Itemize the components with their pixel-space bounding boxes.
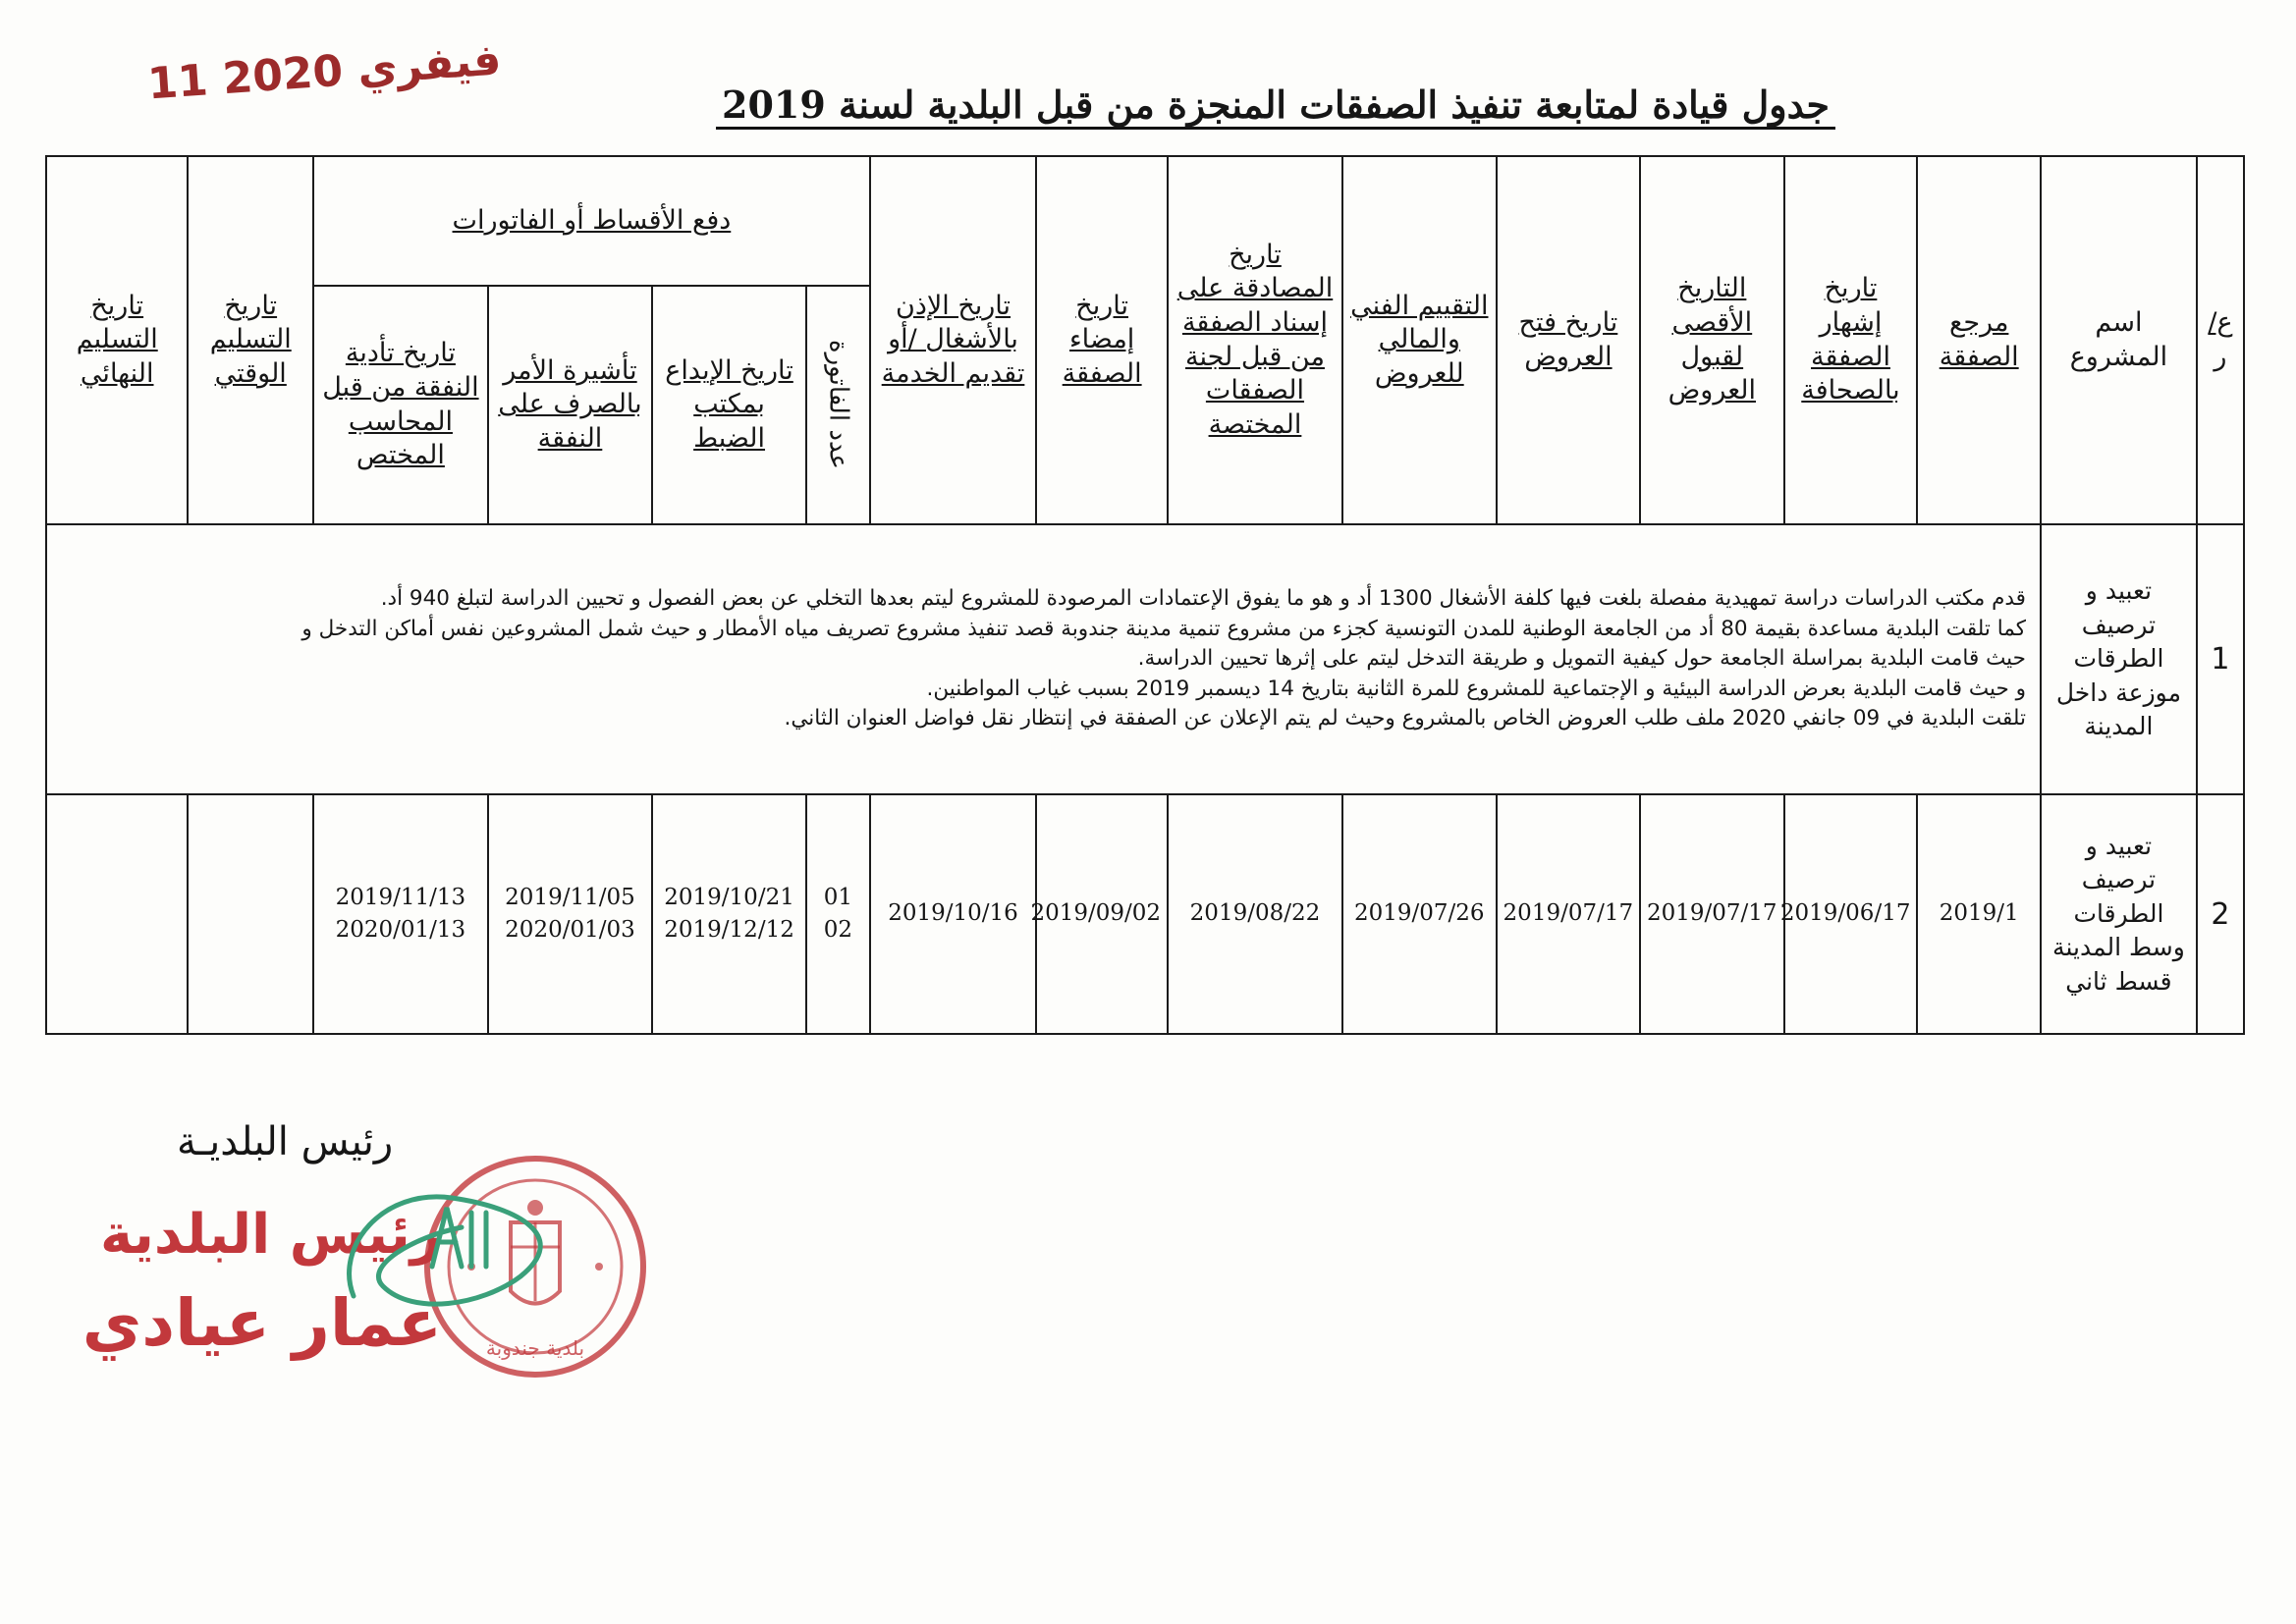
header-num: ع/ ر — [2197, 156, 2244, 524]
note-line: تلقت البلدية في 09 جانفي 2020 ملف طلب العروض الخاص بالمشروع وحيث لم يتم الإعلان عن الصفقة في إنتظار نقل فواضل العنوان الثاني. — [784, 706, 2026, 731]
note-line: كما تلقت البلدية مساعدة بقيمة 80 أد من الجامعة الوطنية للمدن التونسية كجزء من مشروع تنمية مدينة جندوبة قصد تنفيذ مشروع تصريف مياه الأمطار و حيث شمل المشروعين نفس أماكن التدخل و — [301, 616, 2026, 641]
cell-invoice-num: 01 02 — [806, 794, 870, 1034]
handwritten-date: 11 فيفري 2020 — [145, 34, 503, 110]
handwritten-signature — [324, 1168, 579, 1335]
header-approval: تاريخ المصادقة على إسناد الصفقة من قبل لجنة الصفقات المختصة — [1168, 156, 1342, 524]
header-row-1 — [46, 156, 2244, 286]
header-ref: مرجع الصفقة — [1917, 156, 2040, 524]
row-project: تعبيد و ترصيف الطرقات موزعة داخل المدينة — [2041, 524, 2197, 794]
note-line: قدم مكتب الدراسات دراسة تمهيدية مفصلة بلغت فيها كلفة الأشغال 1300 أد و هو ما يفوق الإعتمادات المرصودة للمشروع ليتم بعدها التخلي عن بعض الفصول و تحيين الدراسة لتبلغ 940 أد. — [380, 586, 2026, 612]
cell-final — [46, 794, 188, 1034]
table-row — [46, 794, 2244, 1034]
row-num: 1 — [2197, 524, 2244, 794]
cell-evaluation: 2019/07/26 — [1342, 794, 1497, 1034]
header-project: اسم المشروع — [2041, 156, 2197, 524]
projects-table — [45, 155, 2245, 1035]
row-num: 2 — [2197, 794, 2244, 1034]
table-row — [46, 524, 2244, 794]
cell-provisional — [188, 794, 313, 1034]
cell-opening: 2019/07/17 — [1497, 794, 1640, 1034]
cell-order: 2019/10/16 — [870, 794, 1036, 1034]
cell-deposit: 2019/10/21 2019/12/12 — [652, 794, 806, 1034]
cell-deadline: 2019/07/17 — [1640, 794, 1783, 1034]
header-order: تاريخ الإذن بالأشغال /أو تقديم الخدمة — [870, 156, 1036, 524]
document-title: جدول قيادة لمتابعة تنفيذ الصفقات المنجزة من قبل البلدية لسنة 2019 — [0, 82, 2296, 127]
cell-approval: 2019/08/22 — [1168, 794, 1342, 1034]
stamp-line-1: رئيس البلدية — [99, 1203, 442, 1267]
note-line: و حيث قامت البلدية بعرض الدراسة البيئية و الإجتماعية للمشروع للمرة الثانية بتاريخ 14 ديسمبر 2019 بسبب غياب المواطنين. — [926, 676, 2026, 701]
row-note — [46, 524, 2041, 794]
header-payment-date: تاريخ تأدية النفقة من قبل المحاسب المختص — [313, 286, 488, 524]
header-evaluation: التقييم الفني والمالي للعروض — [1342, 156, 1497, 524]
header-opening: تاريخ فتح العروض — [1497, 156, 1640, 524]
note-line: حيث قامت البلدية بمراسلة الجامعة حول كيفية التمويل و طريقة التدخل ليتم على إثرها تحيين الدراسة. — [1137, 646, 2026, 672]
header-publish: تاريخ إشهار الصفقة بالصحافة — [1784, 156, 1918, 524]
cell-signing: 2019/09/02 — [1036, 794, 1168, 1034]
header-invoice-num: عدد الفاتورة — [806, 286, 870, 524]
header-deadline: التاريخ الأقصى لقبول العروض — [1640, 156, 1783, 524]
header-provisional: تاريخ التسليم الوقتي — [188, 156, 313, 524]
cell-visa: 2019/11/05 2020/01/03 — [488, 794, 652, 1034]
header-payments-group: دفع الأقساط أو الفاتورات — [313, 156, 870, 286]
row-project: تعبيد و ترصيف الطرقات وسط المدينة قسط ثاني — [2041, 794, 2197, 1034]
header-final: تاريخ التسليم النهائي — [46, 156, 188, 524]
cell-ref: 2019/1 — [1917, 794, 2040, 1034]
stamp-line-2: عمار عيادي — [82, 1285, 442, 1361]
cell-payment-date: 2019/11/13 2020/01/13 — [313, 794, 488, 1034]
header-signing: تاريخ إمضاء الصفقة — [1036, 156, 1168, 524]
header-visa: تأشيرة الأمر بالصرف على النفقة — [488, 286, 652, 524]
seal-text: بلدية جندوبة — [485, 1336, 585, 1360]
signature-title: رئيس البلديـة — [177, 1119, 394, 1164]
header-deposit: تاريخ الإيداع بمكتب الضبط — [652, 286, 806, 524]
cell-publish: 2019/06/17 — [1784, 794, 1918, 1034]
